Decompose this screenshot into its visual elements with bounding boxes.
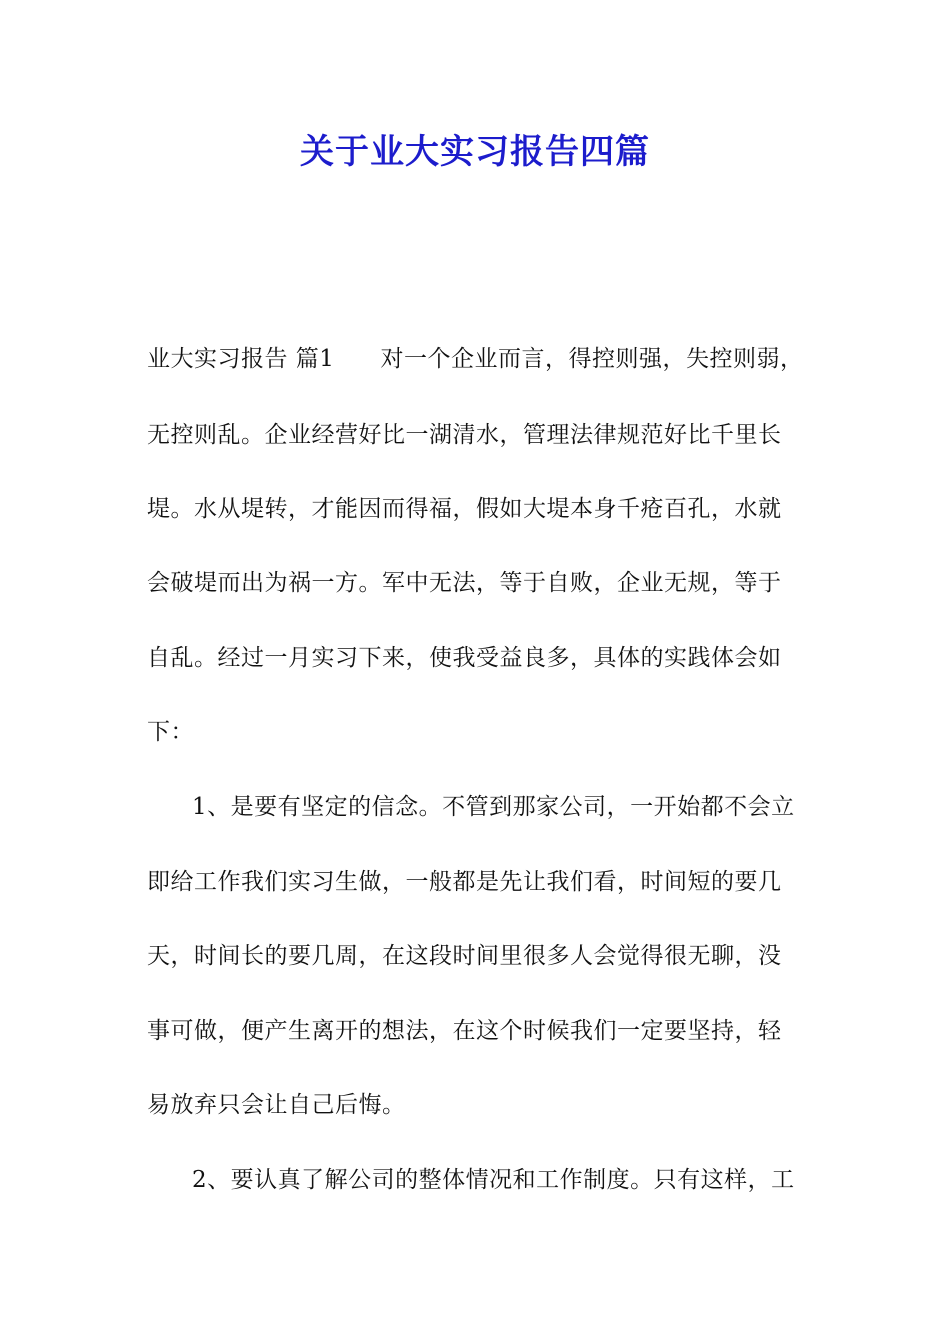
paragraph-line-9: 天，时间长的要几周，在这段时间里很多人会觉得很无聊，没 [147,943,782,969]
paragraph-line-4: 会破堤而出为祸一方。军中无法，等于自败，企业无规，等于 [147,570,782,596]
paragraph-line-3: 堤。水从堤转，才能因而得福，假如大堤本身千疮百孔，水就 [147,496,782,522]
paragraph-line-10: 事可做，便产生离开的想法，在这个时候我们一定要坚持，轻 [147,1018,782,1044]
paragraph-line-12: 2、要认真了解公司的整体情况和工作制度。只有这样，工 [192,1167,795,1193]
paragraph-line-7: 1、是要有坚定的信念。不管到那家公司，一开始都不会立 [192,794,795,820]
paragraph-line-1 [147,344,803,374]
paragraph-line-2: 无控则乱。企业经营好比一湖清水，管理法律规范好比千里长 [147,422,782,448]
paragraph-line-5: 自乱。经过一月实习下来，使我受益良多，具体的实践体会如 [147,645,782,671]
paragraph-text: 对一个企业而言，得控则强，失控则弱， [380,346,804,372]
section-heading: 业大实习报告 篇1 [147,346,335,372]
paragraph-line-8: 即给工作我们实习生做，一般都是先让我们看，时间短的要几 [147,869,782,895]
paragraph-line-6: 下： [147,719,194,745]
paragraph-line-11: 易放弃只会让自己后悔。 [147,1092,406,1118]
document-title: 关于业大实习报告四篇 [300,132,650,172]
